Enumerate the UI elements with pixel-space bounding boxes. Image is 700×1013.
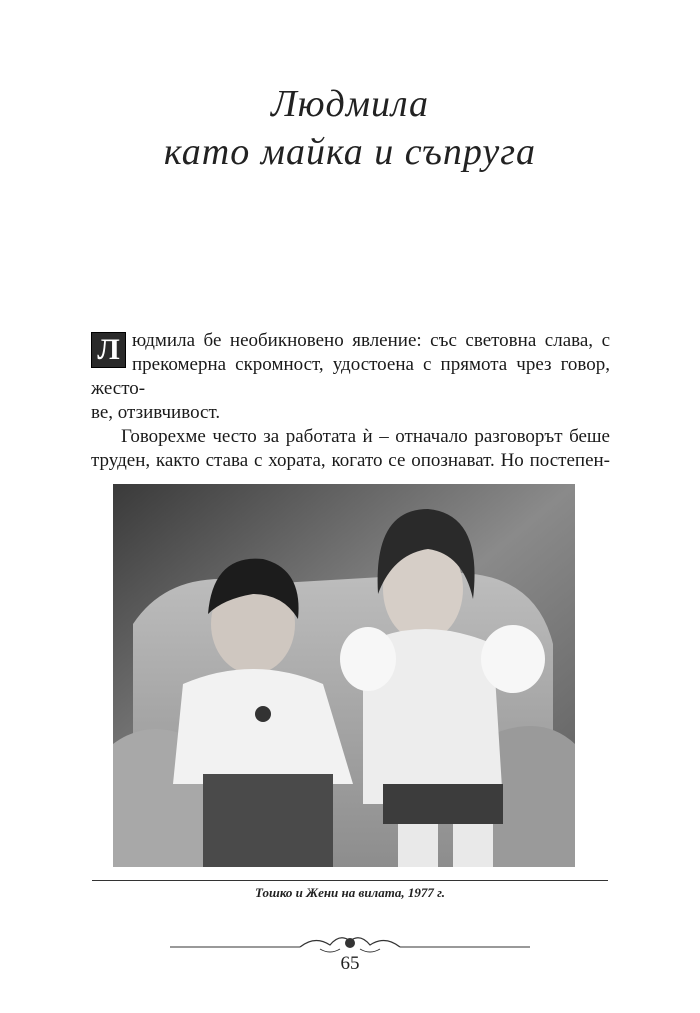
body-text xyxy=(91,329,610,473)
paragraph-2-line-2: труден, както става с хората, когато се опознават. Но постепен- xyxy=(91,450,610,471)
chapter-title xyxy=(100,80,600,176)
paragraph-2-line-1: Говорехме често за работата ѝ – отначало разговорът беше xyxy=(121,426,610,447)
paragraph-2 xyxy=(91,425,610,473)
chapter-title-line-2: като майка и съпруга xyxy=(163,131,537,173)
paragraph-1-line-3: ве, отзивчивост. xyxy=(91,402,221,423)
caption-rule xyxy=(92,880,608,881)
paragraph-1-line-1: юдмила бе необикновено явление: със световна слава, с xyxy=(132,330,610,351)
family-photo xyxy=(113,484,575,867)
drop-cap: Л xyxy=(91,332,126,368)
page-number: 65 xyxy=(340,953,360,974)
paragraph-1 xyxy=(91,329,610,425)
photo-caption: Тошко и Жени на вилата, 1977 г. xyxy=(255,885,445,900)
paragraph-1-line-2: прекомерна скромност, удостоена с прямота чрез говор, жесто- xyxy=(91,354,610,399)
photo-illustration xyxy=(113,484,575,867)
chapter-title-line-1: Людмила xyxy=(270,83,430,125)
